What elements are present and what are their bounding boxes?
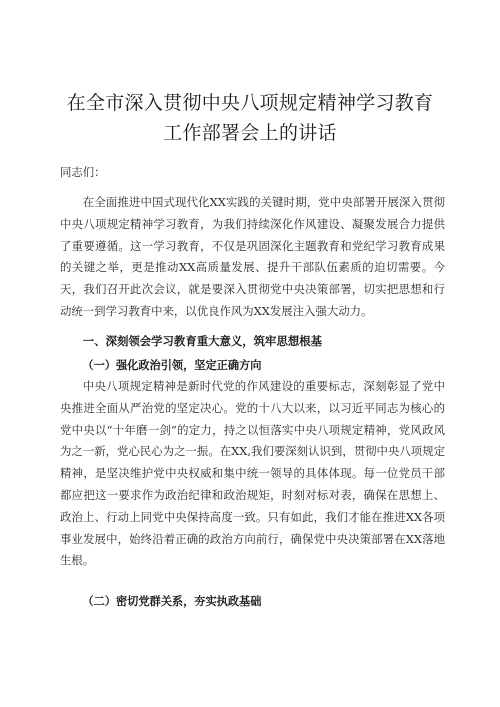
- paragraph-2: 中央八项规定精神是新时代党的作风建设的重要标志，深刻彰显了党中央推进全面从严治党的坚定决心。党的十八大以来，以习近平同志为核心的党中央以“十年磨一剑”的定力，持之以恒落实中央八项规定精神，党风政风为之一新，党心民心为之一振。在XX,我们要深刻认识到，贯彻中央八项规定精神，是坚决维护党中央权威和集中统一领导的具体体现。每一位党员干部都应把这一要求作为政治纪律和政治规矩，时刻对标对表，确保在思想上、政治上、行动上同党中央保持高度一致。只有如此，我们才能在推进XX各项事业发展中，始终沿着正确的政治方向前行，确保党中央决策部署在XX落地生根。: [60, 379, 445, 568]
- subsection-heading-2: （二）密切党群关系，夯实执政基础: [82, 595, 262, 608]
- subsection-heading-1: （一）强化政治引领，坚定正确方向: [82, 359, 262, 372]
- document-title: 在全市深入贯彻中央八项规定精神学习教育工作部署会上的讲话: [66, 92, 434, 144]
- salutation: 同志们：: [60, 165, 106, 179]
- section-heading-1: 一、深刻领会学习教育重大意义，筑牢思想根基: [82, 334, 323, 348]
- paragraph-1: 在全面推进中国式现代化XX实践的关键时期，党中央部署开展深入贯彻中央八项规定精神学习教育，为我们持续深化作风建设、凝聚发展合力提供了重要遵循。这一学习教育，不仅是巩固深化主题教育和党纪学习教育成果的关键之举，更是推动XX高质量发展、提升干部队伍素质的迫切需要。今天，我们召开此次会议，就是要深入贯彻党中央决策部署，切实把思想和行动统一到学习教育中来，以优良作风为XX发展注入强大动力。: [60, 195, 445, 318]
